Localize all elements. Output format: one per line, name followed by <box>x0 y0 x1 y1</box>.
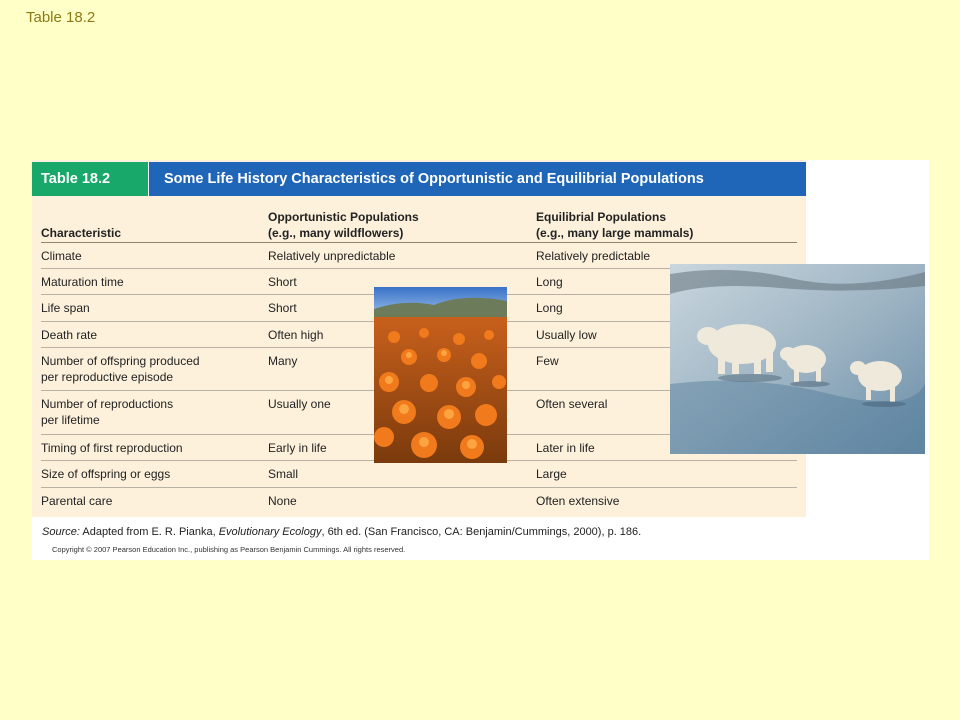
table-number-label: Table 18.2 <box>32 162 149 196</box>
row-equilibrial: Long <box>536 301 563 315</box>
polar-bears-photo <box>670 264 925 454</box>
row-opportunistic: Early in life <box>268 441 327 455</box>
row-characteristic: Life span <box>41 301 90 315</box>
row-opportunistic: Usually one <box>268 397 331 411</box>
row-characteristic: Number of offspring produced per reproductive episode <box>41 354 200 384</box>
row-characteristic: Maturation time <box>41 275 124 289</box>
slide-title: Table 18.2 <box>26 9 96 26</box>
row-equilibrial: Later in life <box>536 441 595 455</box>
header-characteristic: Characteristic <box>41 226 122 240</box>
row-opportunistic: Short <box>268 275 297 289</box>
row-equilibrial: Often several <box>536 397 608 411</box>
row-opportunistic: Relatively unpredictable <box>268 249 396 263</box>
header-equilibrial: Equilibrial Populations (e.g., many large mammals) <box>536 210 694 240</box>
table-banner <box>32 162 806 196</box>
poppy-field-photo <box>374 287 507 463</box>
table-figure <box>32 160 929 560</box>
table-row <box>41 461 797 488</box>
table-header-row <box>41 204 797 243</box>
row-characteristic: Climate <box>41 249 82 263</box>
row-opportunistic: Short <box>268 301 297 315</box>
row-equilibrial: Usually low <box>536 328 597 342</box>
row-equilibrial: Relatively predictable <box>536 249 651 263</box>
row-opportunistic: Small <box>268 467 299 481</box>
row-opportunistic: Often high <box>268 328 324 342</box>
row-characteristic: Size of offspring or eggs <box>41 467 171 481</box>
row-equilibrial: Often extensive <box>536 494 620 508</box>
row-opportunistic: Many <box>268 354 298 368</box>
row-characteristic: Timing of first reproduction <box>41 441 183 455</box>
row-equilibrial: Large <box>536 467 567 481</box>
row-opportunistic: None <box>268 494 297 508</box>
copyright-notice: Copyright © 2007 Pearson Education Inc., publishing as Pearson Benjamin Cummings. All rights reserved. <box>52 545 406 554</box>
row-characteristic: Parental care <box>41 494 113 508</box>
row-characteristic: Number of reproductions per lifetime <box>41 397 174 427</box>
row-equilibrial: Long <box>536 275 563 289</box>
table-title: Some Life History Characteristics of Opportunistic and Equilibrial Populations <box>164 171 704 187</box>
table-row <box>41 488 797 513</box>
header-opportunistic: Opportunistic Populations (e.g., many wildflowers) <box>268 210 419 240</box>
source-citation: Source: Adapted from E. R. Pianka, Evolutionary Ecology, 6th ed. (San Francisco, CA: Benjamin/Cummings, 2000), p. 186. <box>42 526 642 538</box>
row-characteristic: Death rate <box>41 328 98 342</box>
row-equilibrial: Few <box>536 354 559 368</box>
